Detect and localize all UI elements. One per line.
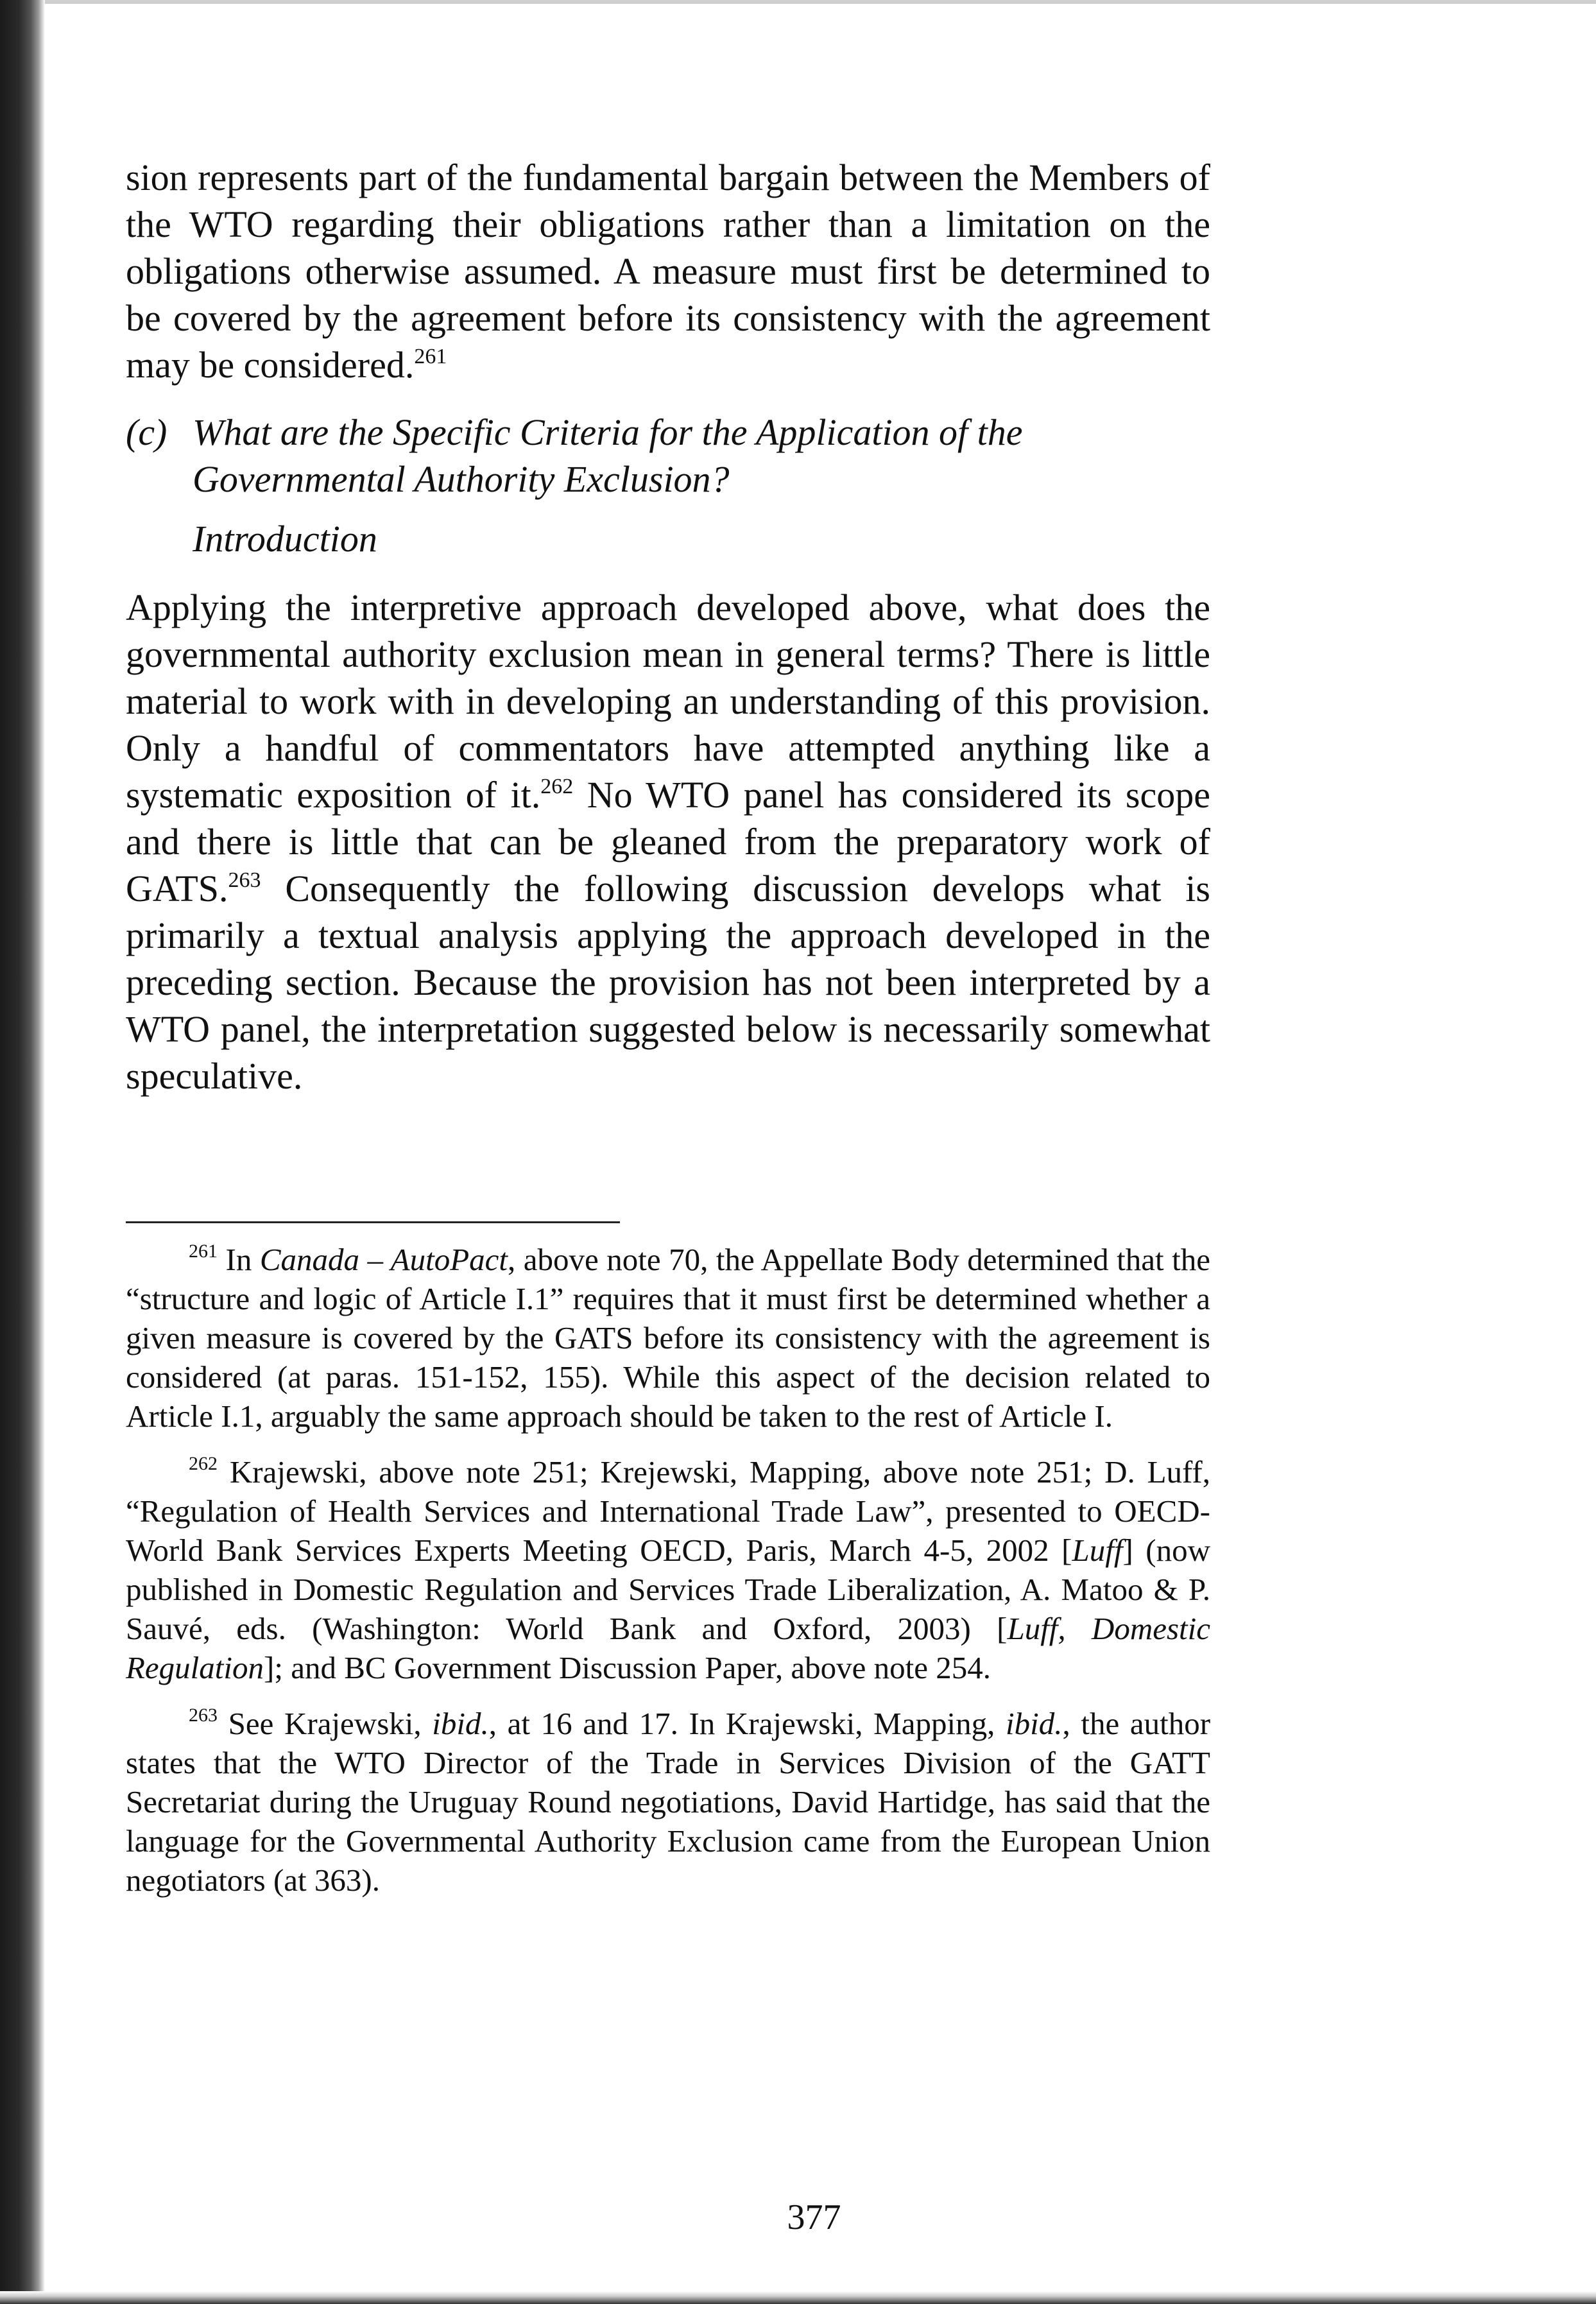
footnote-italic: ibid. xyxy=(432,1706,489,1741)
footnote-ref-262: 262 xyxy=(540,775,574,798)
body-paragraph-2-part-1: Applying the interpretive approach developed above, what does the governmental authority exclusion mean in general terms? There is little material to work with in developing an understanding of this provision. Only a handful of commentators have attempted anything like a systematic exposition of it. xyxy=(126,587,1210,816)
footnote-text: , above note 70, the Appellate Body determined that the “structure and logic of Article I.1” requires that it must first be determined whether a given measure is covered by the GATS before its consistency with the agreement is considered (at paras. 151-152, 155). While this aspect of the decision related to Article I.1, arguably the same approach should be taken to the rest of Article I. xyxy=(126,1242,1210,1434)
scan-binding-edge xyxy=(0,0,45,2304)
footnote-number: 261 xyxy=(189,1241,218,1262)
footnote-italic: Luff, Domestic Regulation xyxy=(126,1611,1210,1685)
footnote-number: 263 xyxy=(189,1705,218,1726)
footnote-number: 262 xyxy=(189,1453,218,1474)
section-heading-label: (c) xyxy=(126,411,167,453)
scan-bottom-edge xyxy=(0,2291,1596,2304)
body-paragraph-1-text: sion represents part of the fundamental bargain between the Members of the WTO regarding their obligations rather than a limitation on the obligations otherwise assumed. A measure must first be determined to be covered by the agreement before its consistency with the agreement may be considered. xyxy=(126,157,1210,386)
footnote-262 xyxy=(126,1452,1210,1687)
footnote-text: See Krajewski, xyxy=(228,1706,433,1741)
page-number: 377 xyxy=(787,2197,841,2237)
footnote-text: , the author states that the WTO Director of the Trade in Services Division of the GATT Secretariat during the Uruguay Round negotiations, David Hartidge, has said that the language for the Governmental Authority Exclusion came from the European Union negotiators (at 363). xyxy=(126,1706,1211,1898)
footnote-text: In xyxy=(225,1242,260,1277)
footnote-263 xyxy=(126,1704,1210,1900)
section-heading-text: What are the Specific Criteria for the Application of the Governmental Authority Exclusion? xyxy=(193,411,1023,500)
footnote-italic: Luff xyxy=(1072,1533,1123,1568)
body-paragraph-2-part-2: No WTO panel has considered its scope and there is little that can be gleaned from the preparatory work of GATS. xyxy=(126,774,1210,909)
page-text-column xyxy=(126,154,1210,1900)
footnote-ref-261: 261 xyxy=(414,345,447,368)
footnote-261 xyxy=(126,1240,1210,1436)
scan-top-edge xyxy=(45,0,1596,4)
body-paragraph-2 xyxy=(126,584,1210,1099)
body-paragraph-2-part-3: Consequently the following discussion develops what is primarily a textual analysis applying the approach developed in the preceding section. Because the provision has not been interpreted by a WTO panel, the interpretation suggested below is necessarily somewhat speculative. xyxy=(126,868,1210,1097)
footnote-text: Krajewski, above note 251; Krejewski, Mapping, above note 251; D. Luff, “Regulation of Health Services and International Trade Law”, presented to OECD-World Bank Services Experts Meeting OECD, Paris, March 4-5, 2002 [ xyxy=(126,1454,1211,1568)
footnote-italic: ibid. xyxy=(1005,1706,1063,1741)
footnote-text: ] (now published in Domestic Regulation and Services Trade Liberalization, A. Matoo & P. Sauvé, eds. (Washington: World Bank and Oxford, 2003) [ xyxy=(126,1533,1210,1646)
section-heading xyxy=(126,409,1210,503)
footnote-ref-263: 263 xyxy=(228,868,261,892)
body-paragraph-1 xyxy=(126,154,1210,388)
footnote-italic: Canada – AutoPact xyxy=(259,1242,508,1277)
subheading-introduction: Introduction xyxy=(193,518,377,560)
footnote-text: , at 16 and 17. In Krajewski, Mapping, xyxy=(488,1706,1006,1741)
footnote-text: ]; and BC Government Discussion Paper, above note 254. xyxy=(264,1650,991,1685)
footnote-separator xyxy=(126,1221,620,1223)
